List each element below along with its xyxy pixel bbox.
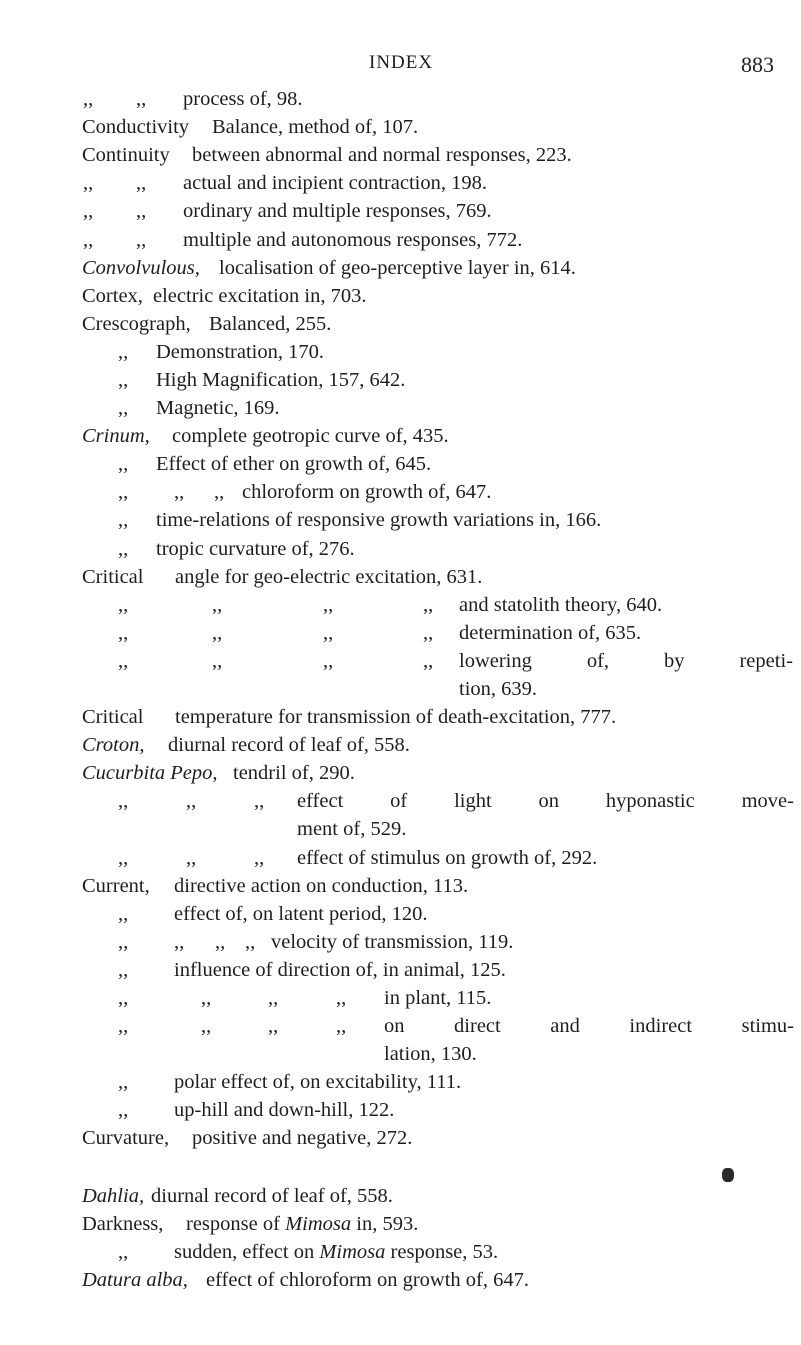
ditto-mark: ,, (118, 987, 129, 1009)
ditto-mark: ,, (118, 1071, 129, 1093)
ditto-mark: ,, (118, 341, 129, 363)
ditto-mark: ,, (423, 594, 434, 616)
index-line (0, 871, 801, 901)
ditto-mark: ,, (118, 1015, 129, 1037)
entry-text (174, 1237, 498, 1267)
entry-word: effect (297, 790, 344, 812)
entry-text: temperature for transmission of death-excitation, 777. (175, 706, 617, 728)
index-line (0, 168, 801, 198)
entry-text: time-relations of responsive growth variations in, 166. (156, 509, 602, 531)
ditto-mark: ,, (323, 594, 334, 616)
entry-text: Balanced, 255. (209, 313, 332, 335)
index-line (0, 337, 801, 367)
ditto-mark: ,, (254, 847, 265, 869)
ditto-mark: ,, (118, 509, 129, 531)
index-line (0, 983, 801, 1013)
entry-text: ment of, 529. (297, 818, 407, 840)
ditto-mark: ,, (201, 987, 212, 1009)
ditto-mark: ,, (336, 987, 347, 1009)
index-line (0, 253, 801, 283)
entry-word: on (538, 790, 560, 812)
ditto-mark: ,, (118, 1099, 129, 1121)
ditto-mark: ,, (323, 622, 334, 644)
entry-text: influence of direction of, in animal, 125. (174, 959, 506, 981)
index-line (0, 534, 801, 564)
ditto-mark: ,, (83, 229, 94, 251)
ditto-mark: ,, (118, 622, 129, 644)
ditto-mark: ,, (245, 931, 256, 953)
entry-text: High Magnification, 157, 642. (156, 369, 406, 391)
entry-text: chloroform on growth of, 647. (242, 481, 492, 503)
index-line (0, 449, 801, 479)
ditto-mark: ,, (136, 229, 147, 251)
ditto-mark: ,, (83, 200, 94, 222)
ditto-mark: ,, (186, 847, 197, 869)
entry-heading: Convolvulous, (82, 257, 200, 279)
justified-text (297, 786, 794, 816)
index-line (0, 955, 801, 985)
entry-text: positive and negative, 272. (192, 1127, 413, 1149)
ditto-mark: ,, (118, 650, 129, 672)
justified-text (459, 646, 793, 676)
entry-text: diurnal record of leaf of, 558. (168, 734, 410, 756)
index-line (0, 365, 801, 395)
ditto-mark: ,, (268, 987, 279, 1009)
entry-heading: Critical (82, 566, 144, 588)
ditto-mark: ,, (214, 481, 225, 503)
index-line (0, 1181, 801, 1211)
entry-text: effect of chloroform on growth of, 647. (206, 1269, 529, 1291)
entry-word: direct (454, 1015, 501, 1037)
index-line (0, 1265, 801, 1295)
ditto-mark: ,, (423, 622, 434, 644)
entry-text: complete geotropic curve of, 435. (172, 425, 449, 447)
index-line (0, 702, 801, 732)
entry-word: move- (741, 790, 794, 812)
entry-heading: Datura alba, (82, 1269, 188, 1291)
index-line (0, 1237, 801, 1267)
entry-text: actual and incipient contraction, 198. (183, 172, 487, 194)
ditto-mark: ,, (174, 931, 185, 953)
ditto-mark: ,, (323, 650, 334, 672)
entry-heading: Curvature, (82, 1127, 170, 1149)
entry-text: between abnormal and normal responses, 223. (192, 144, 572, 166)
ditto-mark: ,, (118, 369, 129, 391)
index-line (0, 730, 801, 760)
entry-text: tendril of, 290. (233, 762, 355, 784)
entry-heading: Continuity (82, 144, 170, 166)
entry-word: hyponastic (605, 790, 695, 812)
entry-text: effect of, on latent period, 120. (174, 903, 428, 925)
index-line (0, 196, 801, 226)
entry-text-part: in, 593. (356, 1213, 419, 1235)
ditto-mark: ,, (118, 538, 129, 560)
entry-text: electric excitation in, 703. (153, 285, 367, 307)
ditto-mark: ,, (136, 200, 147, 222)
index-line (0, 1123, 801, 1153)
ditto-mark: ,, (254, 790, 265, 812)
entry-text: Effect of ether on growth of, 645. (156, 453, 432, 475)
ditto-mark: ,, (136, 172, 147, 194)
entry-heading: Cucurbita Pepo, (82, 762, 218, 784)
entry-text: localisation of geo-perceptive layer in, 614. (219, 257, 576, 279)
entry-text: tion, 639. (459, 678, 538, 700)
entry-text-part: response of (186, 1213, 280, 1235)
index-line (0, 1067, 801, 1097)
ditto-mark: ,, (174, 481, 185, 503)
ditto-mark: ,, (118, 931, 129, 953)
entry-word: lowering (459, 650, 532, 672)
index-line (0, 393, 801, 423)
ditto-mark: ,, (118, 903, 129, 925)
ditto-mark: ,, (212, 650, 223, 672)
entry-text: velocity of transmission, 119. (271, 931, 514, 953)
index-line (0, 1039, 801, 1069)
entry-text (186, 1209, 418, 1239)
italic-term: Mimosa (319, 1241, 386, 1263)
ditto-mark: ,, (186, 790, 197, 812)
entry-text: lation, 130. (384, 1043, 477, 1065)
entry-text: angle for geo-electric excitation, 631. (175, 566, 483, 588)
ditto-mark: ,, (83, 88, 94, 110)
index-line (0, 421, 801, 451)
index-line (0, 84, 801, 114)
page-header (0, 52, 801, 82)
index-line (0, 309, 801, 339)
page-number: 883 (741, 52, 774, 77)
entry-text: ordinary and multiple responses, 769. (183, 200, 492, 222)
ditto-mark: ,, (118, 790, 129, 812)
ditto-mark: ,, (136, 88, 147, 110)
index-line (0, 843, 801, 873)
index-line (0, 618, 801, 648)
entry-text: Demonstration, 170. (156, 341, 324, 363)
index-line (0, 899, 801, 929)
ditto-mark: ,, (118, 594, 129, 616)
entry-word: repeti- (739, 650, 793, 672)
entry-heading: Darkness, (82, 1213, 164, 1235)
entry-word: of, (586, 650, 610, 672)
entry-word: and (550, 1015, 580, 1037)
ditto-mark: ,, (268, 1015, 279, 1037)
index-line (0, 786, 801, 816)
entry-text: tropic curvature of, 276. (156, 538, 355, 560)
ditto-mark: ,, (83, 172, 94, 194)
index-line (0, 814, 801, 844)
entry-word: indirect (629, 1015, 693, 1037)
entry-word: stimu- (741, 1015, 794, 1037)
index-line (0, 225, 801, 255)
entry-text: multiple and autonomous responses, 772. (183, 229, 523, 251)
italic-term: Mimosa (285, 1213, 352, 1235)
index-line (0, 112, 801, 142)
entry-heading: Crescograph, (82, 313, 191, 335)
entry-word: on (384, 1015, 405, 1037)
index-line (0, 140, 801, 170)
entry-heading: Crinum, (82, 425, 150, 447)
entry-text: Balance, method of, 107. (212, 116, 419, 138)
entry-text: up-hill and down-hill, 122. (174, 1099, 395, 1121)
index-line (0, 562, 801, 592)
entry-heading: Critical (82, 706, 144, 728)
entry-text-part: sudden, effect on (174, 1241, 315, 1263)
ditto-mark: ,, (201, 1015, 212, 1037)
ditto-mark: ,, (212, 622, 223, 644)
index-line (0, 646, 801, 676)
entry-heading: Cortex, (82, 285, 143, 307)
entry-text: effect of stimulus on growth of, 292. (297, 847, 598, 869)
index-line (0, 674, 801, 704)
entry-text: in plant, 115. (384, 987, 492, 1009)
entry-word: of (390, 790, 408, 812)
ditto-mark: ,, (336, 1015, 347, 1037)
entry-text: and statolith theory, 640. (459, 594, 663, 616)
entry-text: polar effect of, on excitability, 111. (174, 1071, 462, 1093)
justified-text (384, 1011, 794, 1041)
index-line (0, 477, 801, 507)
entry-text: process of, 98. (183, 88, 303, 110)
entry-word: by (664, 650, 685, 672)
index-line (0, 1209, 801, 1239)
index-line (0, 281, 801, 311)
entry-text-part: response, 53. (390, 1241, 499, 1263)
ditto-mark: ,, (118, 959, 129, 981)
ditto-mark: ,, (118, 847, 129, 869)
ditto-mark: ,, (423, 650, 434, 672)
entry-word: light (454, 790, 492, 812)
ink-smudge (722, 1168, 734, 1182)
index-line (0, 590, 801, 620)
ditto-mark: ,, (118, 1241, 129, 1263)
entry-heading: Conductivity (82, 116, 190, 138)
index-line (0, 758, 801, 788)
index-line (0, 505, 801, 535)
ditto-mark: ,, (212, 594, 223, 616)
ditto-mark: ,, (118, 397, 129, 419)
index-line (0, 1095, 801, 1125)
entry-text: directive action on conduction, 113. (174, 875, 469, 897)
index-line (0, 927, 801, 957)
running-title: INDEX (369, 52, 434, 73)
entry-text: Magnetic, 169. (156, 397, 280, 419)
entry-text: determination of, 635. (459, 622, 642, 644)
index-line (0, 1011, 801, 1041)
entry-heading: Croton, (82, 734, 145, 756)
ditto-mark: ,, (215, 931, 226, 953)
entry-heading: Current, (82, 875, 150, 897)
ditto-mark: ,, (118, 453, 129, 475)
entry-text: diurnal record of leaf of, 558. (151, 1185, 393, 1207)
ditto-mark: ,, (118, 481, 129, 503)
entry-heading: Dahlia, (82, 1185, 145, 1207)
